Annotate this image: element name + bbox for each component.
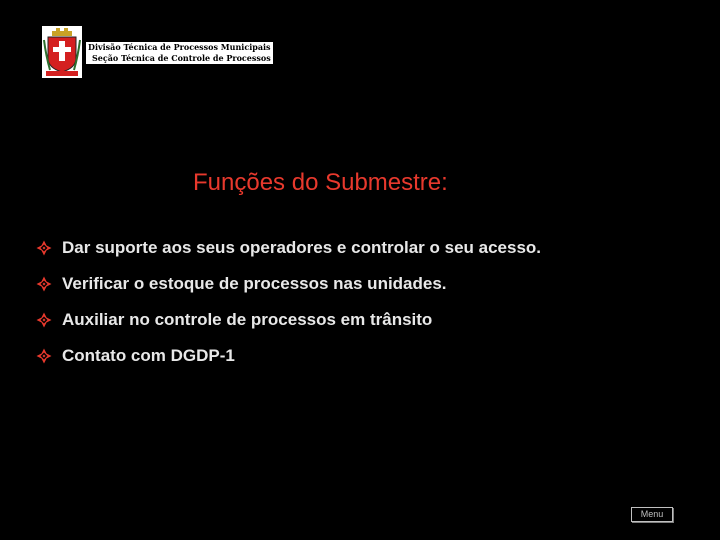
bullet-text: Dar suporte aos seus operadores e controlar o seu acesso.	[62, 238, 542, 257]
org-line-1: Divisão Técnica de Processos Municipais	[88, 42, 271, 52]
list-item	[36, 344, 541, 368]
city-crest-icon	[42, 26, 82, 78]
header	[42, 26, 273, 80]
org-line-2: Seção Técnica de Controle de Processos	[92, 53, 271, 63]
menu-button[interactable]: Menu	[631, 507, 673, 522]
bullet-text: Verificar o estoque de processos nas unidades.	[62, 274, 447, 293]
bullet-list	[36, 236, 541, 380]
list-item	[36, 308, 541, 332]
diamond-bullet-icon	[36, 348, 52, 364]
organization-name	[86, 42, 273, 64]
bullet-text: Contato com DGDP-1	[62, 346, 235, 365]
diamond-bullet-icon	[36, 240, 52, 256]
list-item	[36, 272, 541, 296]
list-item	[36, 236, 541, 260]
diamond-bullet-icon	[36, 312, 52, 328]
bullet-text: Auxiliar no controle de processos em trânsito	[62, 310, 433, 329]
page-title: Funções do Submestre:	[193, 169, 448, 196]
diamond-bullet-icon	[36, 276, 52, 292]
